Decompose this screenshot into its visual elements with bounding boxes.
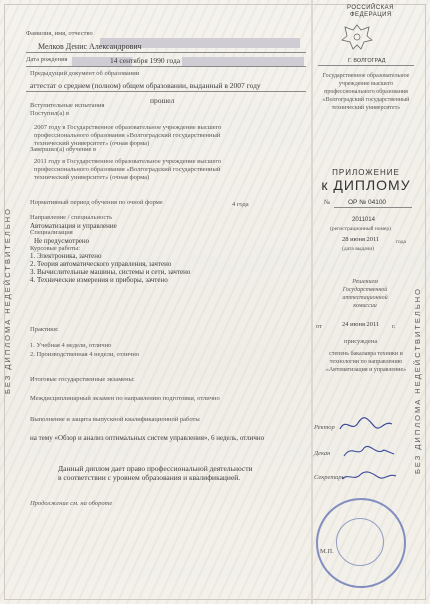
prev-doc-label: Предыдущий документ об образовании <box>30 70 140 77</box>
supplement-title-big: к ДИПЛОМУ <box>321 177 411 193</box>
exams-label: Итоговые государственные экзамены: <box>30 376 135 383</box>
header-underline <box>318 65 414 66</box>
exams-value: Междисциплинарный экзамен по направлению подготовки, отлично <box>30 395 220 402</box>
right-security-band <box>411 160 425 600</box>
country-line-2: ФЕДЕРАЦИЯ <box>350 12 392 18</box>
finished-text-3: технический университет» (очная форма) <box>34 174 150 181</box>
practice-item: 2. Производственная 4 недели, отлично <box>30 351 140 358</box>
right-band-text: БЕЗ ДИПЛОМА НЕДЕЙСТВИТЕЛЬНО <box>413 286 423 474</box>
official-stamp-icon <box>316 498 406 588</box>
finished-label: Завершил(а) обучение в <box>30 146 97 153</box>
issue-label: (дата выдачи) <box>342 246 375 252</box>
entrance-value: прошел <box>150 96 175 105</box>
thesis-value: на тему «Обзор и анализ оптимальных систем управления», 6 недель, отлично <box>30 434 265 442</box>
dob-label: Дата рождения <box>26 56 68 63</box>
prev-doc-underline <box>26 91 306 92</box>
name-value: Мелков Денис Александрович <box>38 42 142 51</box>
continued-note: Продолжение см. на обороте <box>30 500 113 507</box>
enrolled-text-3: технический университет» (очная форма) <box>34 140 150 147</box>
coat-of-arms-icon <box>339 22 375 52</box>
left-security-band <box>2 40 14 560</box>
coursework-item: 1. Электроника, зачтено <box>30 252 102 260</box>
supplement-title <box>320 168 412 193</box>
decision-suffix: г. <box>392 323 396 330</box>
reg-number: 2011014 <box>352 217 375 223</box>
dean-label: Декан <box>314 450 331 457</box>
secretary-signature-icon <box>338 465 398 492</box>
finished-text-1: 2011 году в Государственное образовательное учреждение высшего <box>34 158 222 165</box>
diploma-number: ОР № 04100 <box>348 199 387 206</box>
decision-text: Решением Государственной аттестационной комиссии <box>342 279 388 309</box>
institution-name: Государственное образовательное учреждение высшего профессионального образования «Волгоградский государственный технический университет» <box>322 73 410 111</box>
direction-label: Направление / специальность <box>30 214 113 221</box>
issue-date: 28 июня 2011 <box>342 236 380 243</box>
supplement-title-small: ПРИЛОЖЕНИЕ <box>332 168 400 177</box>
country-line-1: РОССИЙСКАЯ <box>347 5 394 11</box>
decision-date: 24 июня 2011 <box>342 321 380 328</box>
coursework-item: 2. Теория автоматического управления, зачтено <box>30 260 172 268</box>
mp-label: М.П. <box>320 548 334 555</box>
left-band-text: БЕЗ ДИПЛОМА НЕДЕЙСТВИТЕЛЬНО <box>3 206 13 394</box>
prev-doc-value: аттестат о среднем (полном) общем образовании, выданный в 2007 году <box>30 81 261 90</box>
name-underline <box>26 52 306 53</box>
coursework-item: 3. Вычислительные машины, системы и сети, зачтено <box>30 268 191 276</box>
dob-value: 14 сентября 1990 года <box>110 56 181 65</box>
awarded-label: присуждена <box>344 338 378 345</box>
rector-label: Ректор <box>314 424 335 431</box>
rights-line-2: в соответствии с уровнем образования и квалификацией. <box>58 473 241 482</box>
period-value: 4 года <box>232 201 249 208</box>
rights-line-1: Данный диплом дает право профессиональной деятельности <box>58 464 253 473</box>
city-label: Г. ВОЛГОГРАД <box>348 58 386 64</box>
dean-signature-icon <box>340 440 400 467</box>
coursework-label: Курсовые работы: <box>30 245 81 252</box>
secretary-label: Секретарь <box>314 474 345 481</box>
degree-text: степень бакалавра техники и технологии по направлению «Автоматизация и управление» <box>325 351 407 373</box>
specialization-label: Специализация <box>30 229 73 236</box>
specialization-value: Не предусмотрено <box>34 237 90 245</box>
number-label: № <box>324 199 331 206</box>
issue-suffix: года <box>396 239 406 245</box>
practice-label: Практики: <box>30 326 59 333</box>
practice-item: 1. Учебная 4 недели, отлично <box>30 342 112 349</box>
number-underline <box>334 207 412 208</box>
from-label: от <box>316 323 323 330</box>
name-label: Фамилия, имя, отчество <box>26 30 93 37</box>
enrolled-label: Поступил(а) в <box>30 110 70 117</box>
period-label: Нормативный период обучения по очной форме <box>30 199 163 206</box>
finished-text-2: профессионального образования «Волгоградский государственный <box>34 166 221 173</box>
thesis-label: Выполнение и защита выпускной квалификационной работы <box>30 416 200 423</box>
enrolled-text-1: 2007 году в Государственное образовательное учреждение высшего <box>34 124 222 131</box>
direction-value: Автоматизация и управление <box>30 222 117 230</box>
rector-signature-icon <box>336 414 396 441</box>
column-divider <box>311 0 313 604</box>
coursework-item: 4. Технические измерения и приборы, зачтено <box>30 276 168 284</box>
entrance-label: Вступительные испытания <box>30 102 105 109</box>
enrolled-text-2: профессионального образования «Волгоградский государственный <box>34 132 221 139</box>
reg-label: (регистрационный номер) <box>330 226 391 232</box>
dob-underline <box>26 66 306 67</box>
